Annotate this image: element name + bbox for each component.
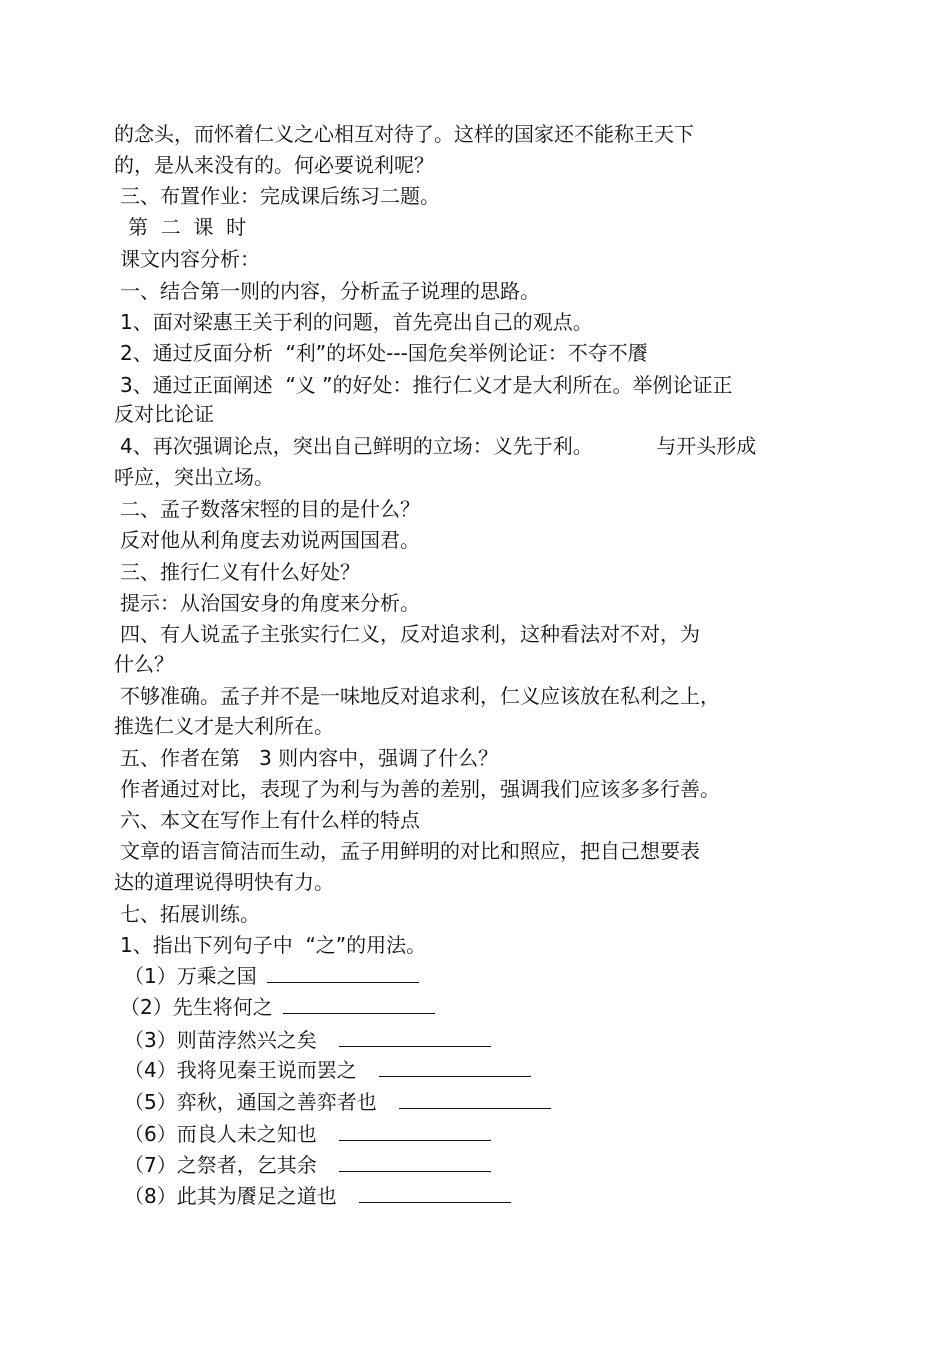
point-4: 4、再次强调论点，突出自己鲜明的立场：义先于利。 与开头形成 <box>120 434 757 458</box>
answer-4: 不够准确。孟子并不是一味地反对追求利，仁义应该放在私利之上， <box>120 684 720 708</box>
point-3-cont: 反对比论证 <box>114 402 214 426</box>
answer-blank[interactable] <box>283 993 435 1014</box>
exercise-item <box>124 962 419 990</box>
exercise-text: （7）之祭者，乞其余 <box>124 1153 330 1177</box>
answer-2: 反对他从利角度去劝说两国国君。 <box>120 528 420 552</box>
question-3: 三、推行仁义有什么好处？ <box>120 560 360 584</box>
text-line-2: 的，是从来没有的。何必要说利呢？ <box>114 153 434 177</box>
answer-blank[interactable] <box>339 1151 491 1172</box>
exercise-item <box>124 1182 511 1210</box>
point-1: 1、面对梁惠王关于利的问题，首先亮出自己的观点。 <box>120 310 593 334</box>
answer-blank[interactable] <box>379 1056 531 1077</box>
homework-heading: 三、布置作业：完成课后练习二题。 <box>120 184 440 208</box>
point-4-cont: 呼应，突出立场。 <box>114 465 274 489</box>
answer-6: 文章的语言简洁而生动，孟子用鲜明的对比和照应，把自己想要表 <box>120 839 700 863</box>
exercise-text: （4）我将见秦王说而罢之 <box>124 1058 370 1082</box>
answer-blank[interactable] <box>339 1026 491 1047</box>
exercise-item <box>120 993 435 1021</box>
exercise-text: （2）先生将何之 <box>120 995 273 1019</box>
exercise-item <box>124 1056 531 1084</box>
lesson-two-title: 第 二 课 时 <box>128 215 247 239</box>
exercise-text: （8）此其为餍足之道也 <box>124 1184 350 1208</box>
question-6: 六、本文在写作上有什么样的特点 <box>120 808 420 832</box>
question-2: 二、孟子数落宋牼的目的是什么？ <box>120 497 420 521</box>
text-line-1: 的念头，而怀着仁义之心相互对待了。这样的国家还不能称王天下 <box>114 122 694 146</box>
question-5: 五、作者在第 3 则内容中，强调了什么？ <box>120 746 499 770</box>
exercise-item <box>124 1026 491 1054</box>
exercise-text: （1）万乘之国 <box>124 964 257 988</box>
answer-5: 作者通过对比，表现了为利与为善的差别，强调我们应该多多行善。 <box>120 777 720 801</box>
question-4-cont: 什么？ <box>114 652 174 676</box>
answer-blank[interactable] <box>339 1120 491 1141</box>
point-3: 3、通过正面阐述 “义 ”的好处：推行仁义才是大利所在。举例论证正 <box>120 373 733 397</box>
answer-6-cont: 达的道理说得明快有力。 <box>114 870 334 894</box>
question-1-heading: 一、结合第一则的内容，分析孟子说理的思路。 <box>120 279 540 303</box>
answer-blank[interactable] <box>359 1182 511 1203</box>
exercise-instruction: 1、指出下列句子中 “之”的用法。 <box>120 933 427 957</box>
exercise-text: （6）而良人未之知也 <box>124 1122 330 1146</box>
point-2: 2、通过反面分析 “利”的坏处---国危矣举例论证：不夺不餍 <box>120 341 648 365</box>
exercise-text: （3）则苗浡然兴之矣 <box>124 1028 330 1052</box>
exercise-item <box>124 1151 491 1179</box>
answer-4-cont: 推选仁义才是大利所在。 <box>114 714 334 738</box>
question-4: 四、有人说孟子主张实行仁义，反对追求利，这种看法对不对，为 <box>120 622 700 646</box>
exercise-item <box>124 1120 491 1148</box>
analysis-heading: 课文内容分析： <box>120 247 260 271</box>
exercise-item <box>124 1088 551 1116</box>
answer-blank[interactable] <box>399 1088 551 1109</box>
answer-blank[interactable] <box>267 962 419 983</box>
exercise-text: （5）弈秋，通国之善弈者也 <box>124 1090 390 1114</box>
extension-heading: 七、拓展训练。 <box>120 902 260 926</box>
answer-3: 提示：从治国安身的角度来分析。 <box>120 591 420 615</box>
